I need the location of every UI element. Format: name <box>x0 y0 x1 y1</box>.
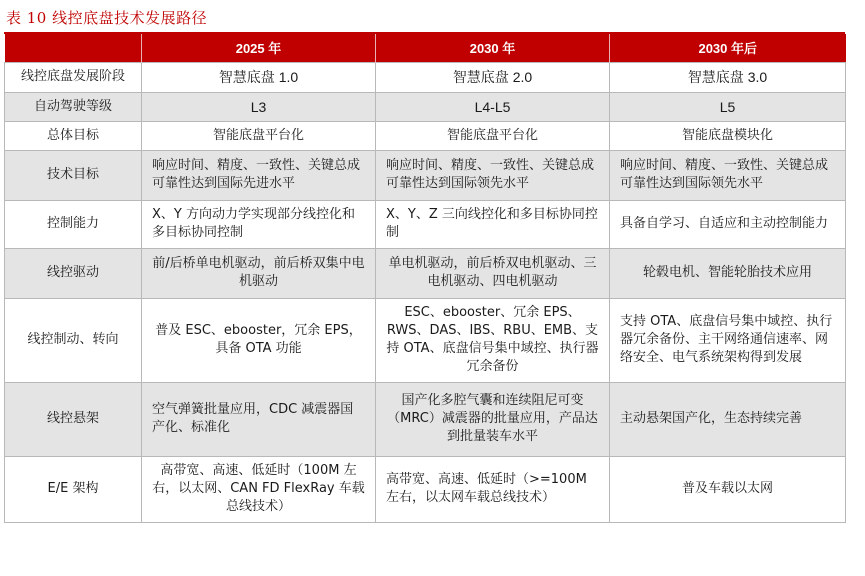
table-cell: L3 <box>142 92 376 121</box>
table-cell: 智慧底盘 3.0 <box>610 62 846 92</box>
table-row <box>5 248 846 298</box>
table-cell: 前/后桥单电机驱动，前后桥双集中电机驱动 <box>142 248 376 298</box>
table-cell: 智慧底盘 1.0 <box>142 62 376 92</box>
header-2025: 2025 年 <box>142 34 376 62</box>
table-row <box>5 62 846 92</box>
table-cell: X、Y、Z 三向线控化和多目标协同控制 <box>376 200 610 248</box>
row-label: 自动驾驶等级 <box>5 92 142 121</box>
table-cell: 高带宽、高速、低延时（100M 左右，以太网、CAN FD FlexRay 车载总线技术） <box>142 456 376 522</box>
header-after-2030: 2030 年后 <box>610 34 846 62</box>
table-cell: 普及车载以太网 <box>610 456 846 522</box>
table-cell: 智能底盘平台化 <box>142 121 376 150</box>
table-cell: 响应时间、精度、一致性、关键总成可靠性达到国际领先水平 <box>376 150 610 200</box>
table-cell: L4-L5 <box>376 92 610 121</box>
row-label: 线控制动、转向 <box>5 298 142 382</box>
header-2030: 2030 年 <box>376 34 610 62</box>
table-cell: 轮毂电机、智能轮胎技术应用 <box>610 248 846 298</box>
table-row <box>5 382 846 456</box>
header-empty <box>5 34 142 62</box>
row-label: 技术目标 <box>5 150 142 200</box>
table-row <box>5 456 846 522</box>
table-cell: L5 <box>610 92 846 121</box>
row-label: 控制能力 <box>5 200 142 248</box>
table-cell: 国产化多腔气囊和连续阻尼可变（MRC）减震器的批量应用，产品达到批量装车水平 <box>376 382 610 456</box>
table-row <box>5 121 846 150</box>
row-label: 总体目标 <box>5 121 142 150</box>
table-cell: 普及 ESC、ebooster，冗余 EPS，具备 OTA 功能 <box>142 298 376 382</box>
table-cell: 智能底盘平台化 <box>376 121 610 150</box>
table-cell: 智慧底盘 2.0 <box>376 62 610 92</box>
row-label: 线控驱动 <box>5 248 142 298</box>
table-row <box>5 200 846 248</box>
table-row <box>5 150 846 200</box>
row-label: 线控悬架 <box>5 382 142 456</box>
table-cell: 响应时间、精度、一致性、关键总成可靠性达到国际领先水平 <box>610 150 846 200</box>
table-cell: 具备自学习、自适应和主动控制能力 <box>610 200 846 248</box>
table-cell: ESC、ebooster、冗余 EPS、RWS、DAS、IBS、RBU、EMB、支持 OTA、底盘信号集中域控、执行器冗余备份 <box>376 298 610 382</box>
page-title: 表 10 线控底盘技术发展路径 <box>6 9 208 27</box>
header-row <box>5 34 846 62</box>
row-label: 线控底盘发展阶段 <box>5 62 142 92</box>
table-row <box>5 92 846 121</box>
table-row <box>5 298 846 382</box>
table-cell: 高带宽、高速、低延时（>=100M 左右，以太网车载总线技术） <box>376 456 610 522</box>
table-cell: 支持 OTA、底盘信号集中域控、执行器冗余备份、主干网络通信速率、网络安全、电气系统架构得到发展 <box>610 298 846 382</box>
table-cell: 单电机驱动，前后桥双电机驱动、三电机驱动、四电机驱动 <box>376 248 610 298</box>
table-cell: 响应时间、精度、一致性、关键总成可靠性达到国际先进水平 <box>142 150 376 200</box>
table-cell: 空气弹簧批量应用，CDC 减震器国产化、标准化 <box>142 382 376 456</box>
roadmap-table <box>4 34 846 523</box>
table-cell: 智能底盘模块化 <box>610 121 846 150</box>
table-cell: X、Y 方向动力学实现部分线控化和多目标协同控制 <box>142 200 376 248</box>
row-label: E/E 架构 <box>5 456 142 522</box>
table-cell: 主动悬架国产化，生态持续完善 <box>610 382 846 456</box>
